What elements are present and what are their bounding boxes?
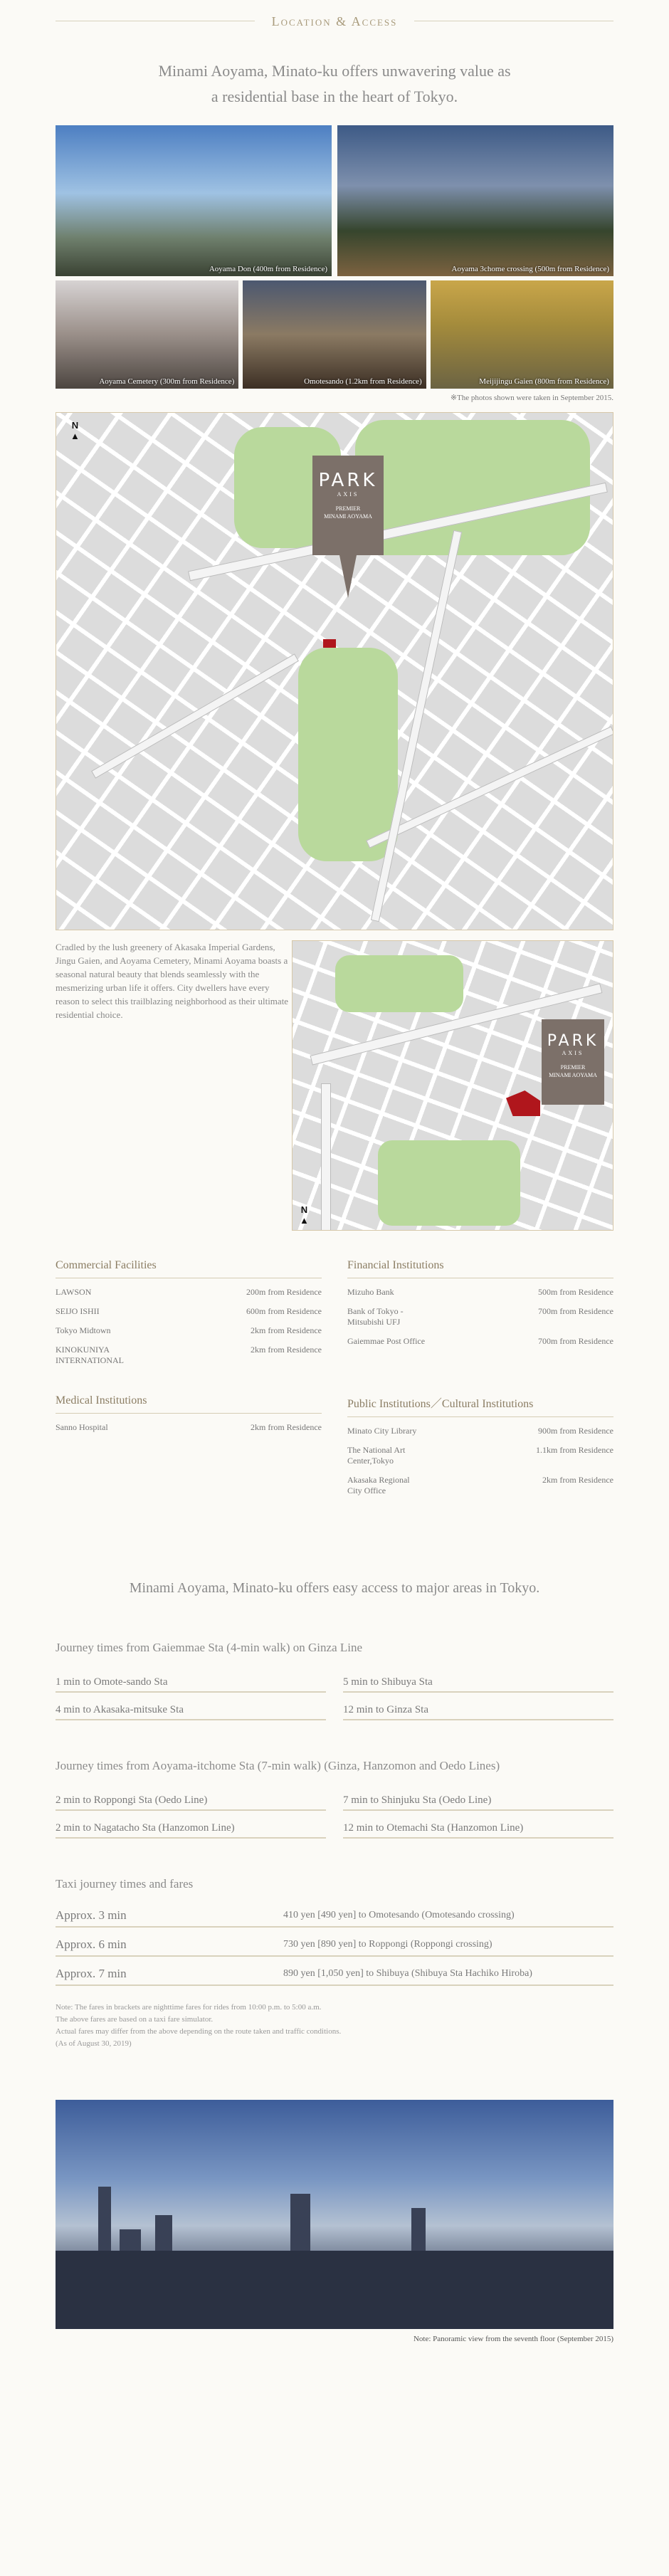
facility-item: Mizuho Bank 500m from Residence bbox=[347, 1287, 613, 1297]
note-line: (As of August 30, 2019) bbox=[56, 2039, 132, 2048]
aoyama-itchome-heading: Journey times from Aoyama-itchome Sta (7-min walk) (Ginza, Hanzomon and Oedo Lines) bbox=[56, 1759, 500, 1772]
section-header bbox=[56, 0, 613, 43]
logo-premier: PREMIER bbox=[335, 505, 361, 512]
note-line: The above fares are based on a taxi fare simulator. bbox=[56, 2015, 214, 2024]
map-road-gaien-small bbox=[321, 1083, 331, 1231]
area-map bbox=[56, 412, 613, 930]
facility-heading: Medical Institutions bbox=[56, 1394, 322, 1414]
medical-institutions bbox=[56, 1394, 322, 1496]
facility-item: Tokyo Midtown 2km from Residence bbox=[56, 1325, 322, 1335]
logo-sub: AXIS bbox=[337, 491, 359, 498]
section-title: Location & Access bbox=[271, 14, 398, 28]
commercial-facilities bbox=[56, 1259, 322, 1366]
journey-time: 2 min to Nagatacho Sta (Hanzomon Line) bbox=[56, 1817, 326, 1839]
facility-item: Akasaka Regional City Office 2km from Residence bbox=[347, 1475, 613, 1495]
note-line: Actual fares may differ from the above depending on the route taken and traffic conditions. bbox=[56, 2027, 342, 2036]
ginza-line-heading: Journey times from Gaiemmae Sta (4-min walk) on Ginza Line bbox=[56, 1641, 363, 1654]
area-description: Cradled by the lush greenery of Akasaka Imperial Gardens, Jingu Gaien, and Aoyama Cemetery, Minami Aoyama boasts a seasonal natural beauty that blends seamlessly with the mesmerizing urban life it offers. City dwellers have every reason to select this trailblazing neighborhood as their ultimate residential choice. bbox=[56, 942, 289, 1020]
logo-place: MINAMI AOYAMA bbox=[324, 513, 372, 520]
logo-wordmark: PARK bbox=[547, 1032, 599, 1050]
panorama-note: Note: Panoramic view from the seventh floor (September 2015) bbox=[413, 2335, 613, 2343]
photo-note: ※The photos shown were taken in September 2015. bbox=[450, 394, 613, 402]
journey-time: 12 min to Otemachi Sta (Hanzomon Line) bbox=[343, 1817, 613, 1839]
north-arrow-icon: N ▲ bbox=[300, 1204, 309, 1226]
lead-line-1: Minami Aoyama, Minato-ku offers unwavering value as bbox=[158, 62, 511, 80]
facility-heading: Public Institutions／Cultural Institutions bbox=[347, 1394, 613, 1417]
journey-time: 5 min to Shibuya Sta bbox=[343, 1671, 613, 1693]
taxi-row: Approx. 7 min 890 yen [1,050 yen] to Shibuya (Shibuya Sta Hachiko Hiroba) bbox=[56, 1960, 613, 1986]
facility-item: The National Art Center,Tokyo 1.1km from Residence bbox=[347, 1445, 613, 1466]
logo-sub: AXIS bbox=[562, 1050, 584, 1056]
photo-omotesando bbox=[243, 280, 426, 389]
residence-marker bbox=[323, 639, 336, 648]
photo-caption: Meijijingu Gaien (800m from Residence) bbox=[479, 377, 609, 386]
map-park-north-small bbox=[335, 955, 463, 1012]
facility-item: Bank of Tokyo -Mitsubishi UFJ 700m from Residence bbox=[347, 1306, 613, 1327]
journey-time: 2 min to Roppongi Sta (Oedo Line) bbox=[56, 1789, 326, 1811]
facility-item: Minato City Library 900m from Residence bbox=[347, 1426, 613, 1436]
facilities-row-2 bbox=[56, 1394, 613, 1496]
panorama-photo bbox=[56, 2100, 613, 2329]
fare-notes bbox=[56, 2002, 613, 2050]
photo-caption: Aoyama Cemetery (300m from Residence) bbox=[99, 377, 235, 386]
north-arrow-icon: N ▲ bbox=[70, 420, 80, 441]
note-line: Note: The fares in brackets are nighttime fares for rides from 10:00 p.m. to 5:00 a.m. bbox=[56, 2003, 322, 2012]
journey-time: 12 min to Ginza Sta bbox=[343, 1698, 613, 1720]
location-section bbox=[56, 0, 613, 2343]
map-detail-row bbox=[56, 940, 613, 1231]
photo-aoyama-cemetery bbox=[56, 280, 238, 389]
ginza-line-times bbox=[56, 1665, 613, 1720]
photo-aoyama-don bbox=[56, 125, 332, 276]
photo-caption: Aoyama Don (400m from Residence) bbox=[209, 265, 327, 273]
financial-institutions bbox=[347, 1259, 613, 1366]
residence-marker bbox=[506, 1090, 540, 1116]
facilities-row-1 bbox=[56, 1259, 613, 1366]
park-axis-logo bbox=[542, 1019, 604, 1105]
facility-item: Gaiemmae Post Office 700m from Residence bbox=[347, 1336, 613, 1346]
taxi-row: Approx. 3 min 410 yen [490 yen] to Omotesando (Omotesando crossing) bbox=[56, 1901, 613, 1928]
facility-item: Sanno Hospital 2km from Residence bbox=[56, 1422, 322, 1432]
location-lead bbox=[56, 58, 613, 110]
facility-heading: Commercial Facilities bbox=[56, 1259, 322, 1278]
pano-building bbox=[56, 2251, 613, 2329]
photo-row-bottom bbox=[56, 280, 613, 389]
photo-meijijingu-gaien bbox=[431, 280, 613, 389]
aoyama-itchome-times bbox=[56, 1783, 613, 1839]
map-park-cemetery bbox=[298, 648, 398, 861]
photo-row-top bbox=[56, 125, 613, 276]
taxi-row: Approx. 6 min 730 yen [890 yen] to Roppongi (Roppongi crossing) bbox=[56, 1930, 613, 1957]
lead-line-2: a residential base in the heart of Tokyo. bbox=[211, 88, 458, 105]
taxi-heading: Taxi journey times and fares bbox=[56, 1877, 194, 1891]
journey-time: 1 min to Omote-sando Sta bbox=[56, 1671, 326, 1693]
map-park-cemetery-small bbox=[378, 1140, 520, 1226]
logo-place: MINAMI AOYAMA bbox=[549, 1072, 597, 1078]
logo-premier: PREMIER bbox=[560, 1064, 586, 1071]
park-axis-logo bbox=[312, 456, 384, 555]
facility-item: KINOKUNIYA INTERNATIONAL 2km from Residence bbox=[56, 1345, 322, 1365]
facility-heading: Financial Institutions bbox=[347, 1259, 613, 1278]
journey-time: 7 min to Shinjuku Sta (Oedo Line) bbox=[343, 1789, 613, 1811]
taxi-fares bbox=[56, 1901, 613, 1986]
access-lead: Minami Aoyama, Minato-ku offers easy access to major areas in Tokyo. bbox=[129, 1580, 540, 1596]
journey-time: 4 min to Akasaka-mitsuke Sta bbox=[56, 1698, 326, 1720]
map-road-gaien-nishi bbox=[91, 653, 299, 778]
photo-caption: Aoyama 3chome crossing (500m from Residence) bbox=[451, 265, 609, 273]
logo-pointer bbox=[339, 555, 357, 598]
facility-item: LAWSON 200m from Residence bbox=[56, 1287, 322, 1297]
photo-caption: Omotesando (1.2km from Residence) bbox=[304, 377, 422, 386]
public-cultural-institutions bbox=[347, 1394, 613, 1496]
photo-aoyama-3chome bbox=[337, 125, 613, 276]
logo-wordmark: PARK bbox=[318, 470, 378, 491]
facility-item: SEIJO ISHII 600m from Residence bbox=[56, 1306, 322, 1316]
neighborhood-map bbox=[292, 940, 613, 1231]
